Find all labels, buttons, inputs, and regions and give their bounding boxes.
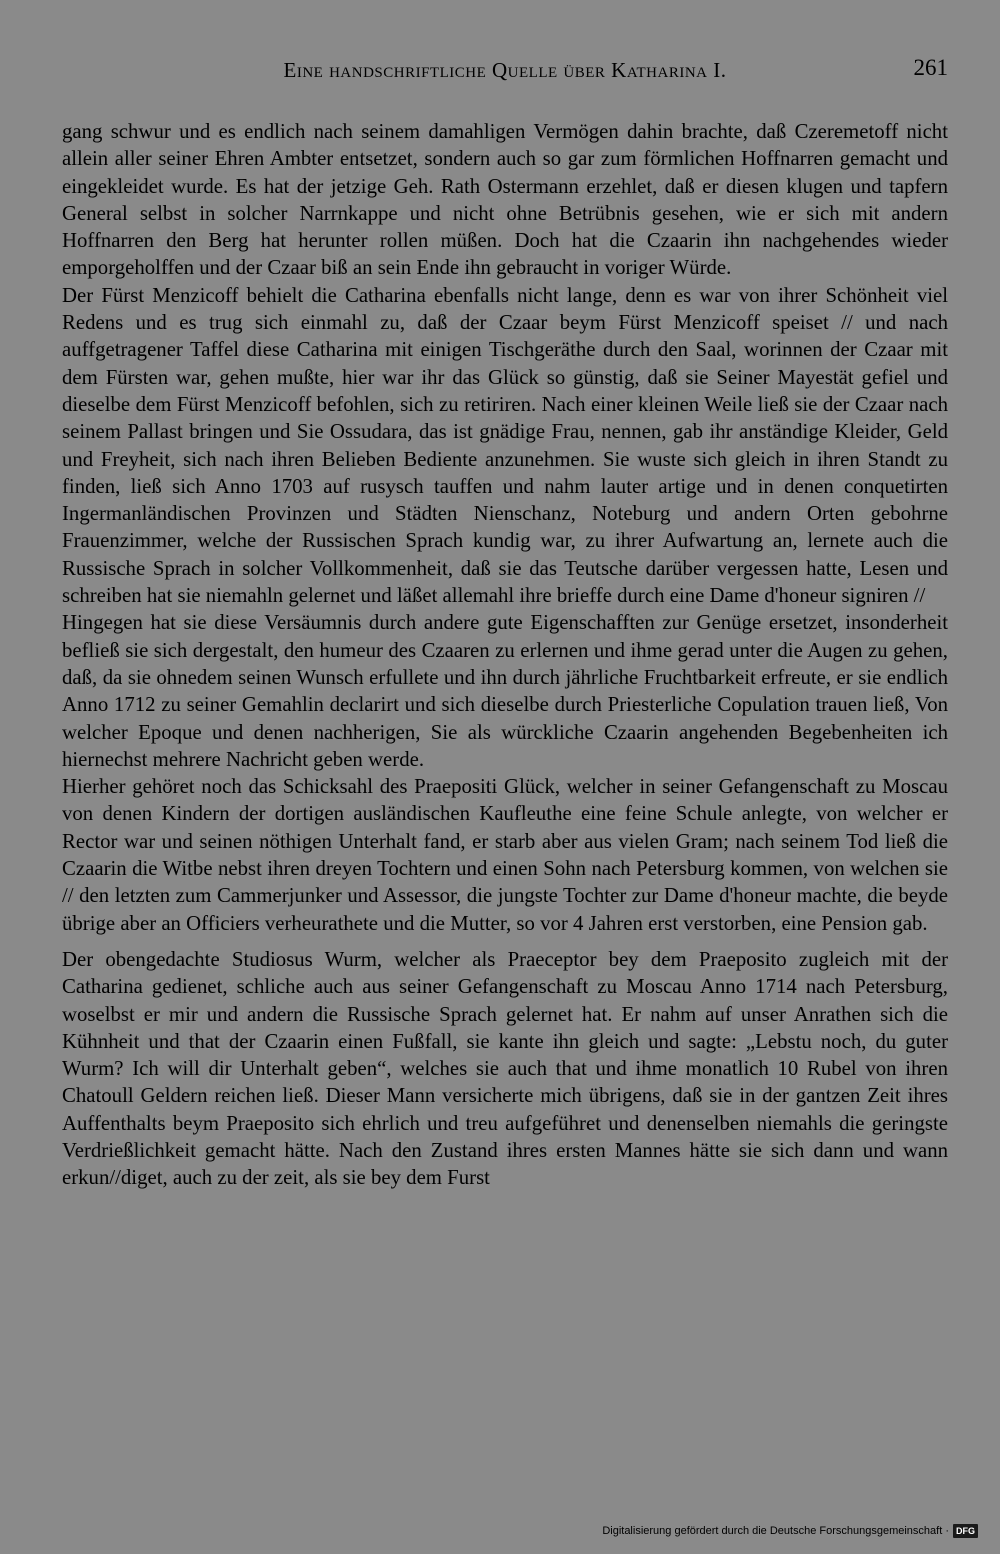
running-title: Eine handschriftliche Quelle über Katharina I. xyxy=(283,58,727,82)
page-number: 261 xyxy=(913,55,948,80)
funding-credit: Digitalisierung gefördert durch die Deutsche Forschungsgemeinschaft · xyxy=(602,1525,949,1537)
body-text xyxy=(62,118,948,1192)
paragraph-2: Der Fürst Menzicoff behielt die Catharina ebenfalls nicht lange, denn es war von ihrer Schönheit viel Redens und es trug sich einmahl zu, daß der Czaar beym Fürst Menzicoff speiset // und nach auffgetragener Taffel diese Catharina mit einigen Tischgeräthe durch den Saal, worinnen der Czaar mit dem Fürsten war, gehen mußte, hier war ihr das Glück so günstig, daß sie Seiner Mayestät gefiel und dieselbe dem Fürst Menzicoff befohlen, sich zu retiriren. Nach einer kleinen Weile ließ sie der Czaar nach seinem Pallast bringen und Sie Ossudara, das ist gnädige Frau, nennen, gab ihr anständige Kleider, Geld und Freyheit, sich nach ihren Belieben Bediente anzunehmen. Sie wuste sich gleich in ihren Standt zu finden, ließ sich Anno 1703 auf rusysch tauffen und nahm lauter artige und in denen conquetirten Ingermanländischen Provinzen und Städten Nienschanz, Noteburg und andern Orten gebohrne Frauenzimmer, welche der Russischen Sprach kundig war, zu ihrer Aufwartung an, lernete auch die Russische Sprach in solcher Vollkommenheit, daß sie das Teutsche darüber vergessen hatte, Lesen und schreiben hat sie niemahln gelernet und läßet allemahl ihre brieffe durch eine Dame d'honeur signiren // xyxy=(62,283,948,608)
paragraph-4: Hierher gehöret noch das Schicksahl des Praepositi Glück, welcher in seiner Gefangenschaft zu Moscau von denen Kindern der dortigen ausländischen Kaufleuthe eine feine Schule anlegte, von welcher er Rector war und seinen nöthigen Unterhalt fand, er starb aber aus vielen Gram; nach seinem Tod ließ die Czaarin die Witbe nebst ihren dreyen Tochtern und einen Sohn nach Petersburg kommen, von welchen sie // den letzten zum Cammerjunker und Assessor, die jungste Tochter zur Dame d'honeur machte, die beyde übrige aber an Officiers verheurathete und die Mutter, so vor 4 Jahren erst verstorben, eine Pension gab. xyxy=(62,775,948,935)
page-header xyxy=(62,55,948,92)
digitization-footer xyxy=(602,1524,978,1538)
paragraph-5: Der obengedachte Studiosus Wurm, welcher als Praeceptor bey dem Praeposito zugleich mit der Catharina gedienet, schliche auch aus seiner Gefangenschaft zu Moscau Anno 1714 nach Petersburg, woselbst er mir und andern die Russische Sprach gelernet hat. Er nahm auf unser Anrathen sich die Kühnheit und that der Czaarin einen Fußfall, sie kante ihn gleich und sagte: „Lebstu noch, du guter Wurm? Ich will dir Unterhalt geben“, welches sie auch that und ihme monatlich 10 Rubel von ihren Chatoull Geldern reichen ließ. Dieser Mann versicherte mich übrigens, daß sie in der gantzen Zeit ihres Auffenthalts beym Praeposito sich ehrlich und treu aufgeführet und denenselben niemahls die geringste Verdrießlichkeit gemacht hätte. Nach den Zustand ihres ersten Mannes hätte sie sich dann und wann erkun//diget, auch zu der zeit, als sie bey dem Furst xyxy=(62,947,948,1190)
paragraph-3: Hingegen hat sie diese Versäumnis durch andere gute Eigenschafften zur Genüge ersetzet, insonderheit befließ sie sich dergestalt, den humeur des Czaaren zu erlernen und ihme gerad unter die Augen zu gehen, daß, da sie ohnedem seinen Wunsch erfullete und ihn durch jährliche Fruchtbarkeit erfreute, er sie endlich Anno 1712 zu seiner Gemahlin declarirt und sich dieselbe durch Priesterliche Copulation trauen ließ, Von welcher Epoque und denen nachherigen, Sie als würckliche Czaarin angehenden Begebenheiten ich hiernechst mehrere Nachricht geben werde. xyxy=(62,611,948,771)
dfg-logo: DFG xyxy=(953,1524,978,1538)
paragraph-1: gang schwur und es endlich nach seinem damahligen Vermögen dahin brachte, daß Czeremetoff nicht allein aller seiner Ehren Ambter entsetzet, sondern auch so gar zum förmlichen Hoffnarren gemacht und eingekleidet wurde. Es hat der jetzige Geh. Rath Ostermann erzehlet, daß er diesen klugen und tapfern General selbst in solcher Narrnkappe und nicht ohne Betrübnis gesehen, wie er sich mit andern Hoffnarren den Berg hat herunter rollen müßen. Doch hat die Czaarin ihn nachgehendes wieder emporgeholffen und der Czaar biß an sein Ende ihn gebraucht in voriger Würde. xyxy=(62,120,948,280)
